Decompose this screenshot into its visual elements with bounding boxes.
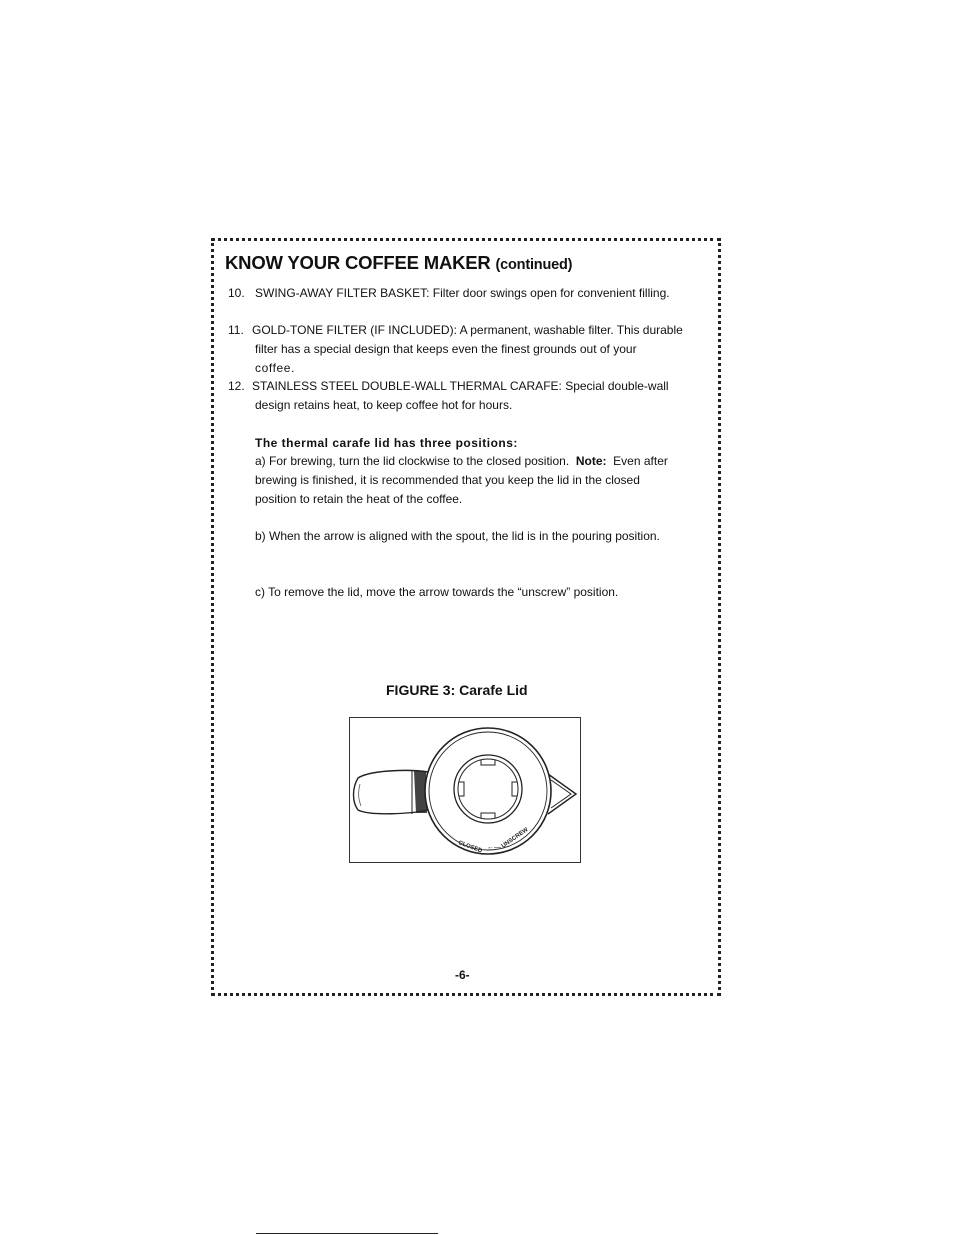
note-label: Note:	[575, 454, 607, 468]
lid-position-c: c) To remove the lid, move the arrow towards the “unscrew” position.	[255, 585, 619, 599]
footer-rule	[256, 1233, 438, 1234]
item-number: 12.	[228, 379, 245, 393]
lid-a-text: a) For brewing, turn the lid clockwise to the closed position.	[255, 454, 570, 468]
title-main: KNOW YOUR COFFEE MAKER	[225, 252, 491, 273]
page-title	[225, 252, 572, 274]
list-item-12-line2: design retains heat, to keep coffee hot for hours.	[255, 398, 513, 412]
item-number: 11.	[228, 323, 244, 337]
unscrew-label: UNSCREW	[500, 826, 530, 850]
page-number: -6-	[455, 968, 470, 982]
list-item-11-line3: coffee.	[255, 361, 296, 375]
list-item-11	[228, 321, 683, 340]
lid-position-a-line1	[255, 452, 668, 471]
carafe-lid-illustration	[350, 718, 580, 862]
figure-caption: FIGURE 3: Carafe Lid	[386, 682, 528, 698]
carafe-lid-figure	[349, 717, 581, 863]
list-item-11-line2: filter has a special design that keeps even the finest grounds out of your	[255, 342, 637, 356]
list-item-10	[228, 284, 670, 303]
item-text: STAINLESS STEEL DOUBLE-WALL THERMAL CARAFE: Special double-wall	[252, 379, 669, 393]
lid-position-a-line3: position to retain the heat of the coffee.	[255, 492, 463, 506]
lid-position-a-line2: brewing is finished, it is recommended that you keep the lid in the closed	[255, 473, 640, 487]
item-text: GOLD-TONE FILTER (IF INCLUDED): A permanent, washable filter. This durable	[252, 323, 683, 337]
item-text: SWING-AWAY FILTER BASKET: Filter door swings open for convenient filling.	[255, 286, 670, 300]
item-number: 10.	[228, 286, 245, 300]
lid-position-b: b) When the arrow is aligned with the spout, the lid is in the pouring position.	[255, 529, 660, 543]
arrow-icon: ←—	[487, 844, 501, 851]
closed-label: CLOSED	[457, 840, 483, 855]
lid-positions-heading: The thermal carafe lid has three positions:	[255, 436, 518, 450]
list-item-12	[228, 377, 669, 396]
title-continued: (continued)	[495, 257, 573, 273]
note-text: Even after	[613, 454, 668, 468]
